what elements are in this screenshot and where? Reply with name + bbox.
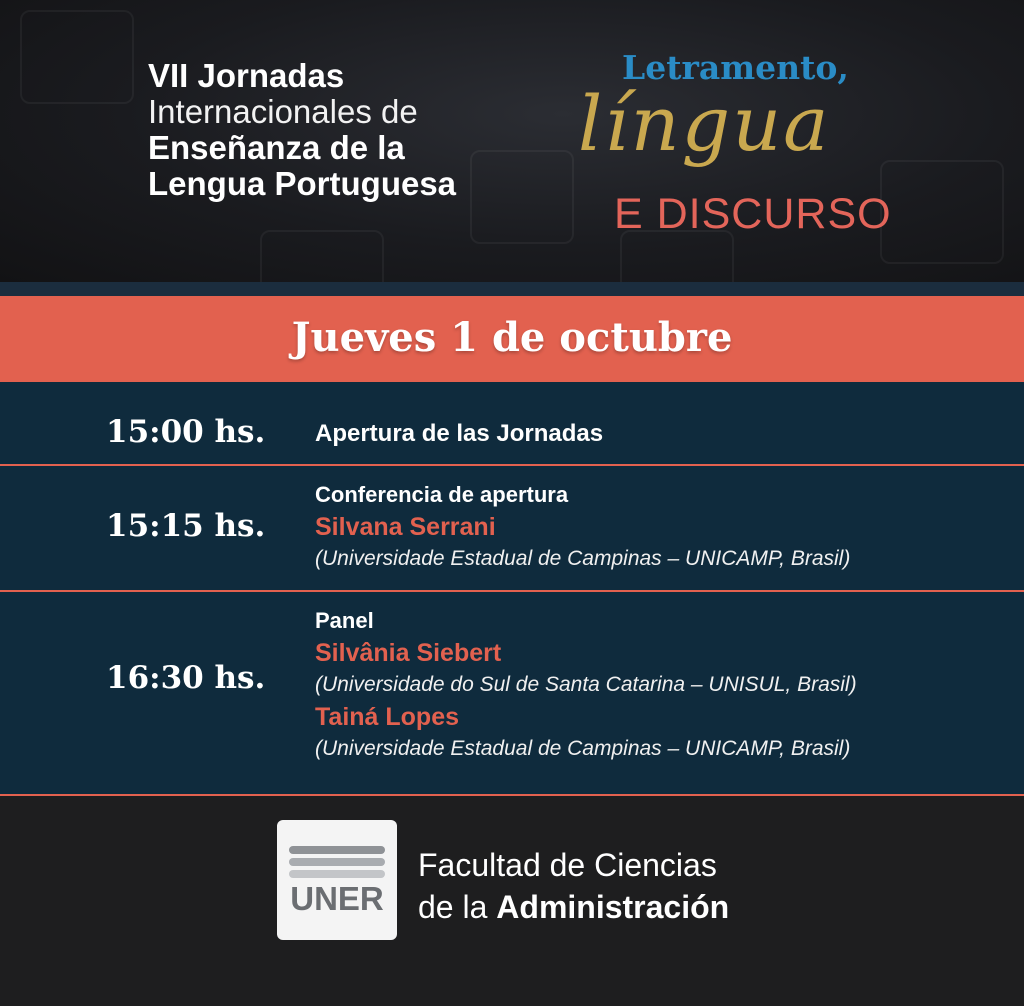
schedule-row — [0, 466, 1024, 592]
event-title-line-4: Lengua Portuguesa — [148, 165, 457, 202]
event-title-line-2: Internacionales de — [148, 93, 418, 130]
speaker-institution: (Universidade Estadual de Campinas – UNICAMP, Brasil) — [315, 737, 851, 760]
speaker-institution: (Universidade Estadual de Campinas – UNICAMP, Brasil) — [315, 547, 851, 570]
keyboard-key-decoration — [880, 160, 1004, 264]
logo-wave-icon — [289, 858, 385, 866]
schedule — [0, 382, 1024, 796]
faculty-name-line-2 — [418, 886, 729, 928]
brand-word-discurso: E DISCURSO — [614, 190, 892, 238]
schedule-details — [315, 606, 1015, 764]
session-title: Apertura de las Jornadas — [315, 420, 604, 447]
header — [0, 0, 1024, 285]
date-banner — [0, 296, 1024, 382]
schedule-time: 16:30 hs. — [106, 660, 266, 696]
uner-logo — [277, 820, 397, 940]
faculty-name-light: de la — [418, 889, 497, 925]
logo-wave-icon — [289, 870, 385, 878]
schedule-details — [315, 480, 1015, 574]
event-title — [148, 58, 508, 202]
logo-text: UNER — [290, 880, 384, 917]
speaker-institution: (Universidade do Sul de Santa Catarina – UNISUL, Brasil) — [315, 673, 857, 696]
event-title-line-1: VII Jornadas — [148, 57, 345, 94]
logo-wave-icon — [289, 846, 385, 854]
schedule-details — [315, 418, 1015, 450]
session-label: Conferencia de apertura — [315, 482, 569, 507]
schedule-row — [0, 592, 1024, 796]
footer — [0, 798, 1024, 1006]
brand-word-lingua: língua — [578, 79, 831, 168]
session-label: Panel — [315, 608, 374, 633]
schedule-time: 15:00 hs. — [106, 414, 266, 450]
header-divider — [0, 282, 1024, 296]
speaker-name: Tainá Lopes — [315, 703, 460, 731]
faculty-name-line-1: Facultad de Ciencias — [418, 847, 717, 883]
brand-word-letramento: Letramento, — [622, 48, 849, 87]
faculty-name-bold: Administración — [496, 889, 730, 925]
speaker-name: Silvana Serrani — [315, 513, 496, 541]
faculty-name — [418, 844, 729, 928]
schedule-row — [0, 382, 1024, 466]
schedule-time: 15:15 hs. — [106, 508, 266, 544]
keyboard-key-decoration — [20, 10, 134, 104]
speaker-name: Silvânia Siebert — [315, 639, 502, 667]
keyboard-key-decoration — [260, 230, 384, 285]
date-heading: Jueves 1 de octubre — [291, 313, 733, 361]
event-title-line-3: Enseñanza de la — [148, 129, 405, 166]
